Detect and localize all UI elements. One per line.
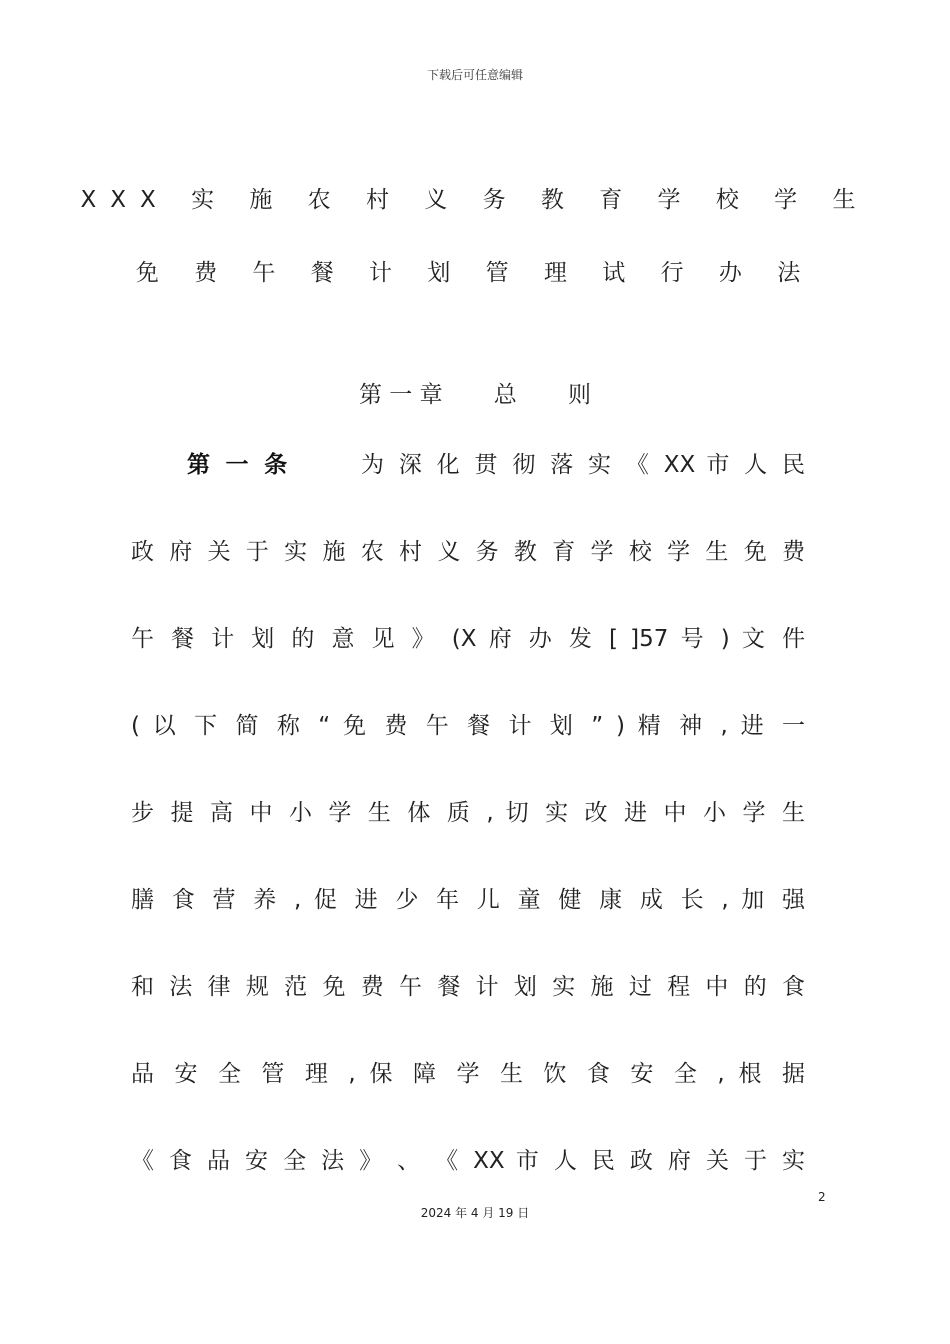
article-line: 《 食 品 安 全 法 》 、 《 XX 市 人 民 政 府 关 于 实 xyxy=(131,1148,805,1174)
article-label: 第 一 条 xyxy=(187,452,291,478)
article-line: 膳 食 营 养 , 促 进 少 年 儿 童 健 康 成 长 , 加 强 xyxy=(131,887,805,913)
article-first-line xyxy=(187,450,805,480)
article-line: ( 以 下 简 称 “ 免 费 午 餐 计 划 ” ) 精 神 , 进 一 xyxy=(131,713,805,739)
document-title-line-2: 免 费 午 餐 计 划 管 理 试 行 办 法 xyxy=(135,260,815,286)
article-line: 和 法 律 规 范 免 费 午 餐 计 划 实 施 过 程 中 的 食 xyxy=(131,974,805,1000)
article-first-line-text: 为 深 化 贯 彻 落 实 《 XX 市 人 民 xyxy=(361,452,806,478)
article-line: 步 提 高 中 小 学 生 体 质 , 切 实 改 进 中 小 学 生 xyxy=(131,800,805,826)
article-line: 政 府 关 于 实 施 农 村 义 务 教 育 学 校 学 生 免 费 xyxy=(131,539,805,565)
footer-date: 2024 年 4 月 19 日 xyxy=(420,1206,530,1220)
page-number: 2 xyxy=(818,1190,826,1204)
article-line: 午 餐 计 划 的 意 见 》 (X 府 办 发 [ ]57 号 ) 文 件 xyxy=(131,626,805,652)
header-note: 下载后可任意编辑 xyxy=(426,68,523,82)
document-title-line-1: XXX 实 施 农 村 义 务 教 育 学 校 学 生 xyxy=(80,187,870,213)
chapter-heading: 第 一 章 总 则 xyxy=(359,382,591,408)
article-line: 品 安 全 管 理 , 保 障 学 生 饮 食 安 全 , 根 据 xyxy=(131,1061,805,1087)
